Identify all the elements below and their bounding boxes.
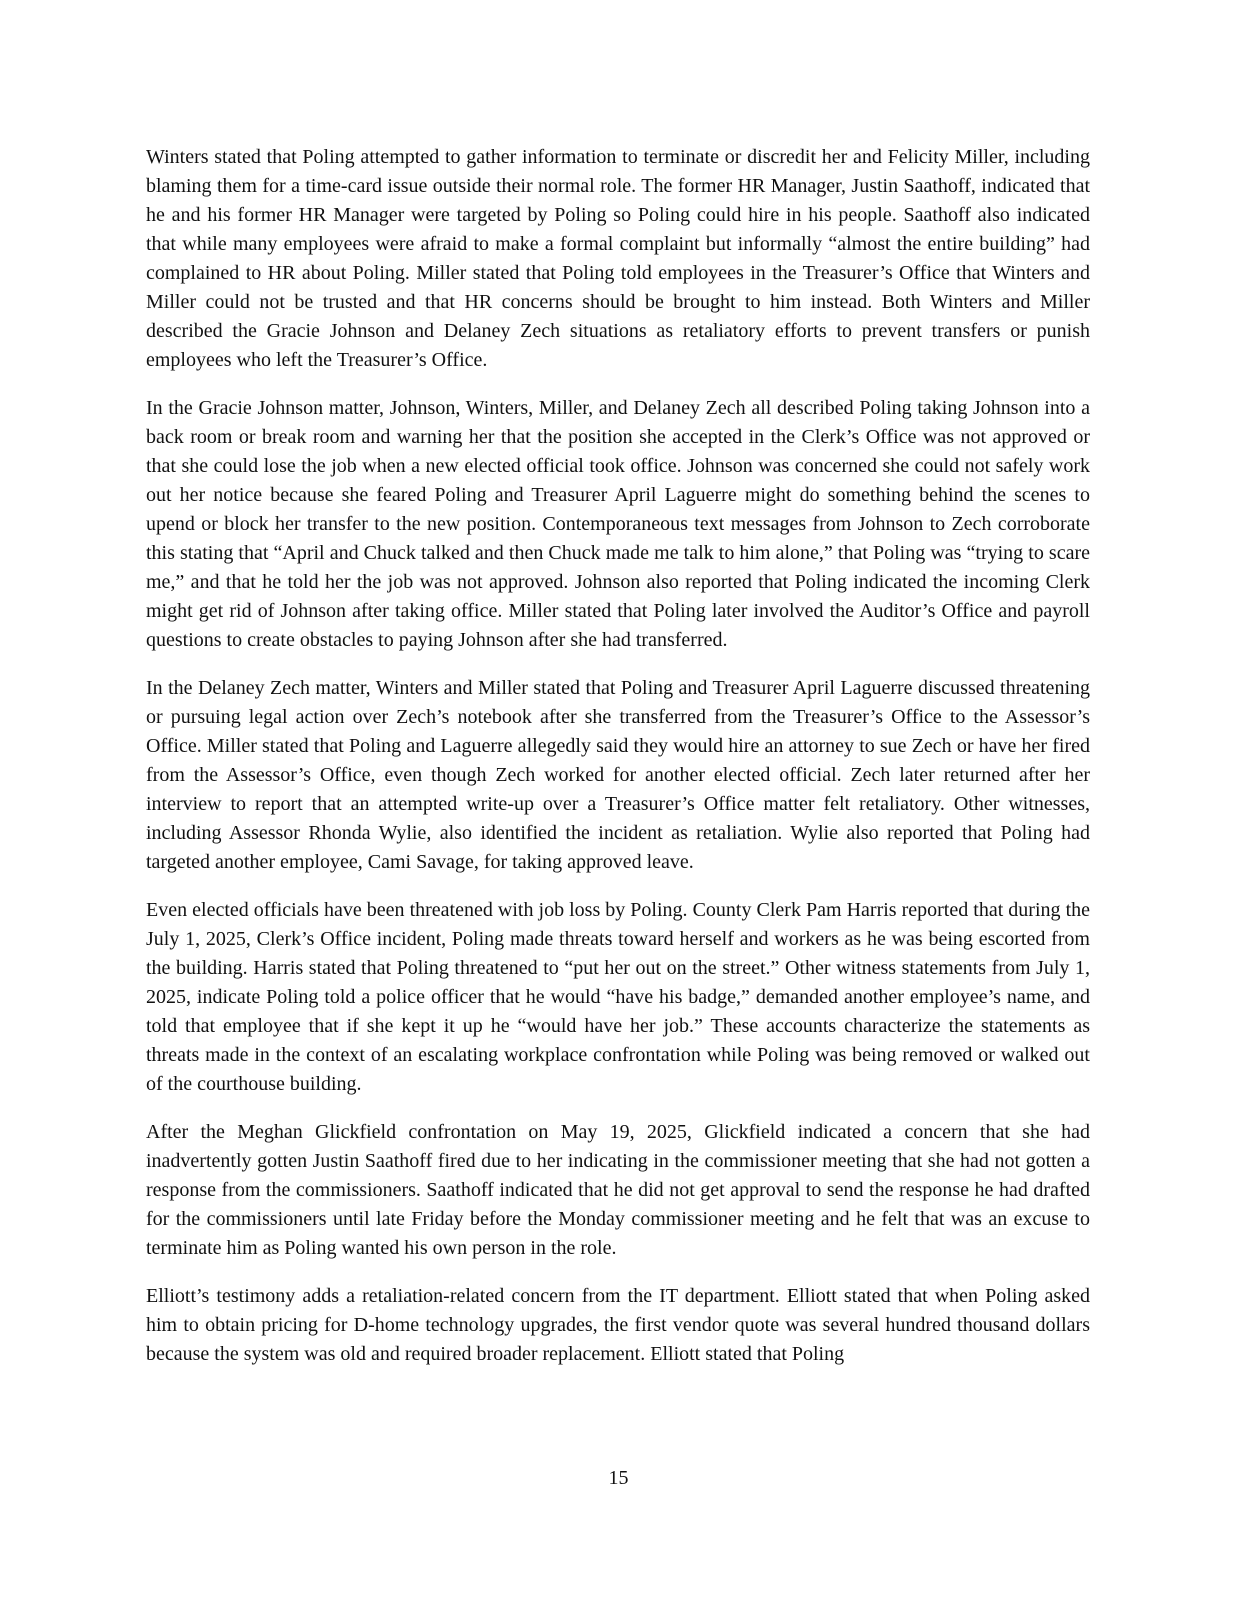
paragraph-glickfield-confrontation: After the Meghan Glickfield confrontation on May 19, 2025, Glickfield indicated a concern that she had inadvertently gotten Justin Saathoff fired due to her indicating in the commissioner meeting that she had not gotten a response from the commissioners. Saathoff indicated that he did not get approval to send the response he had drafted for the commissioners until late Friday before the Monday commissioner meeting and he felt that was an excuse to terminate him as Poling wanted his own person in the role. (146, 1121, 1090, 1259)
paragraph-winters-statement: Winters stated that Poling attempted to gather information to terminate or discredit her and Felicity Miller, including blaming them for a time-card issue outside their normal role. The former HR Manager, Justin Saathoff, indicated that he and his former HR Manager were targeted by Poling so Poling could hire in his people. Saathoff also indicated that while many employees were afraid to make a formal complaint but informally “almost the entire building” had complained to HR about Poling. Miller stated that Poling told employees in the Treasurer’s Office that Winters and Miller could not be trusted and that HR concerns should be brought to him instead. Both Winters and Miller described the Gracie Johnson and Delaney Zech situations as retaliatory efforts to prevent transfers or punish employees who left the Treasurer’s Office. (146, 146, 1090, 371)
paragraph-elected-officials-threats: Even elected officials have been threatened with job loss by Poling. County Clerk Pam Harris reported that during the July 1, 2025, Clerk’s Office incident, Poling made threats toward herself and workers as he was being escorted from the building. Harris stated that Poling threatened to “put her out on the street.” Other witness statements from July 1, 2025, indicate Poling told a police officer that he would “have his badge,” demanded another employee’s name, and told that employee that if she kept it up he “would have her job.” These accounts characterize the statements as threats made in the context of an escalating workplace confrontation while Poling was being removed or walked out of the courthouse building. (146, 899, 1090, 1095)
paragraph-elliott-testimony: Elliott’s testimony adds a retaliation-related concern from the IT department. Elliott stated that when Poling asked him to obtain pricing for D-home technology upgrades, the first vendor quote was several hundred thousand dollars because the system was old and required broader replacement. Elliott stated that Poling (146, 1285, 1090, 1365)
page-number: 15 (608, 1467, 629, 1489)
document-body (146, 143, 1090, 1388)
paragraph-delaney-zech-matter: In the Delaney Zech matter, Winters and Miller stated that Poling and Treasurer April Laguerre discussed threatening or pursuing legal action over Zech’s notebook after she transferred from the Treasurer’s Office to the Assessor’s Office. Miller stated that Poling and Laguerre allegedly said they would hire an attorney to sue Zech or have her fired from the Assessor’s Office, even though Zech worked for another elected official. Zech later returned after her interview to report that an attempted write-up over a Treasurer’s Office matter felt retaliatory. Other witnesses, including Assessor Rhonda Wylie, also identified the incident as retaliation. Wylie also reported that Poling had targeted another employee, Cami Savage, for taking approved leave. (146, 677, 1090, 873)
paragraph-gracie-johnson-matter: In the Gracie Johnson matter, Johnson, Winters, Miller, and Delaney Zech all described Poling taking Johnson into a back room or break room and warning her that the position she accepted in the Clerk’s Office was not approved or that she could lose the job when a new elected official took office. Johnson was concerned she could not safely work out her notice because she feared Poling and Treasurer April Laguerre might do something behind the scenes to upend or block her transfer to the new position. Contemporaneous text messages from Johnson to Zech corroborate this stating that “April and Chuck talked and then Chuck made me talk to him alone,” that Poling was “trying to scare me,” and that he told her the job was not approved. Johnson also reported that Poling indicated the incoming Clerk might get rid of Johnson after taking office. Miller stated that Poling later involved the Auditor’s Office and payroll questions to create obstacles to paying Johnson after she had transferred. (146, 397, 1090, 651)
